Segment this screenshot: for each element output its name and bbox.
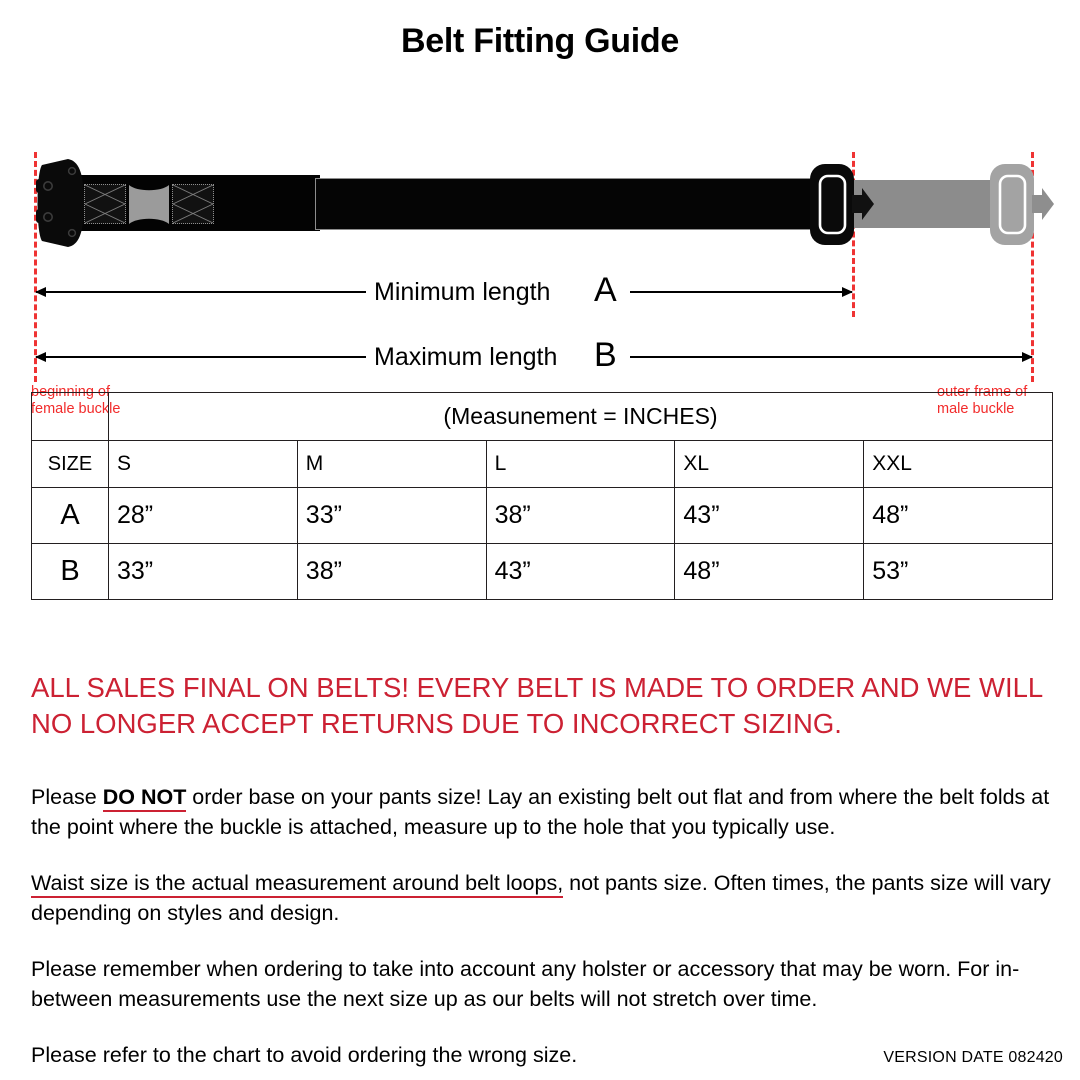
paragraph-refer-chart: Please refer to the chart to avoid ordering the wrong size. bbox=[31, 1043, 578, 1067]
table-a-s: 28” bbox=[109, 488, 298, 544]
table-b-s: 33” bbox=[109, 544, 298, 600]
table-row-sizes bbox=[32, 441, 1053, 488]
stitch-panel-left bbox=[84, 184, 126, 224]
paragraph-1-rest: order base on your pants size! Lay an existing belt out flat and from where the belt folds at the point where the buckle is attached, measure up to the hole that you typically use. bbox=[31, 785, 1050, 839]
female-buckle bbox=[34, 157, 90, 249]
annotation-male-buckle-line1: outer frame of bbox=[937, 384, 1028, 400]
minimum-length-letter: A bbox=[594, 271, 617, 309]
table-size-xxl: XXL bbox=[864, 441, 1053, 488]
table-size-s: S bbox=[109, 441, 298, 488]
annotation-female-buckle-line1: beginning of bbox=[31, 384, 111, 400]
table-a-xxl: 48” bbox=[864, 488, 1053, 544]
annotation-female-buckle-line2: female buckle bbox=[31, 401, 121, 417]
minimum-length-label: Minimum length bbox=[374, 278, 551, 306]
minimum-length-dimension bbox=[0, 271, 1080, 309]
paragraph-1-prefix: Please bbox=[31, 785, 103, 809]
table-row-a bbox=[32, 488, 1053, 544]
stitch-panel-right bbox=[172, 184, 214, 224]
sales-final-warning: ALL SALES FINAL ON BELTS! EVERY BELT IS MADE TO ORDER AND WE WILL NO LONGER ACCEPT RETURNS DUE TO INCORRECT SIZING. bbox=[31, 672, 1043, 739]
table-row-units-header bbox=[32, 393, 1053, 441]
table-b-l: 43” bbox=[486, 544, 675, 600]
paragraph-holster-note: Please remember when ordering to take into account any holster or accessory that may be worn. For in-between measurements use the next size up as our belts will not stretch over time. bbox=[31, 957, 1020, 1011]
paragraph-waist-size bbox=[31, 868, 1067, 928]
male-buckle-maximum bbox=[988, 162, 1080, 247]
table-units-header: (Measunement = INCHES) bbox=[109, 393, 1053, 441]
size-chart-table bbox=[31, 392, 1053, 600]
version-date: VERSION DATE 082420 bbox=[883, 1049, 1063, 1066]
velcro-patch bbox=[127, 183, 171, 226]
table-a-m: 33” bbox=[297, 488, 486, 544]
table-size-m: M bbox=[297, 441, 486, 488]
table-size-l: L bbox=[486, 441, 675, 488]
male-buckle-minimum bbox=[808, 162, 900, 247]
table-row-a-label: A bbox=[32, 488, 109, 544]
waist-size-underlined: Waist size is the actual measurement around belt loops, bbox=[31, 871, 563, 898]
page-title: Belt Fitting Guide bbox=[401, 22, 679, 60]
belt-strap-body bbox=[315, 178, 825, 230]
table-b-xxl: 53” bbox=[864, 544, 1053, 600]
table-row-b-label: B bbox=[32, 544, 109, 600]
paragraph-2-rest: not pants size. Often times, the pants size will vary depending on styles and design. bbox=[31, 871, 1051, 925]
table-size-label: SIZE bbox=[32, 441, 109, 488]
maximum-length-dimension bbox=[0, 336, 1080, 374]
do-not-emphasis: DO NOT bbox=[103, 785, 187, 812]
table-size-xl: XL bbox=[675, 441, 864, 488]
annotation-male-buckle-line2: male buckle bbox=[937, 401, 1015, 417]
table-row-b bbox=[32, 544, 1053, 600]
maximum-length-label: Maximum length bbox=[374, 343, 558, 371]
paragraph-pants-size bbox=[31, 782, 1067, 842]
table-b-m: 38” bbox=[297, 544, 486, 600]
table-corner-blank bbox=[32, 393, 109, 441]
table-b-xl: 48” bbox=[675, 544, 864, 600]
table-a-xl: 43” bbox=[675, 488, 864, 544]
table-a-l: 38” bbox=[486, 488, 675, 544]
maximum-length-letter: B bbox=[594, 336, 617, 374]
